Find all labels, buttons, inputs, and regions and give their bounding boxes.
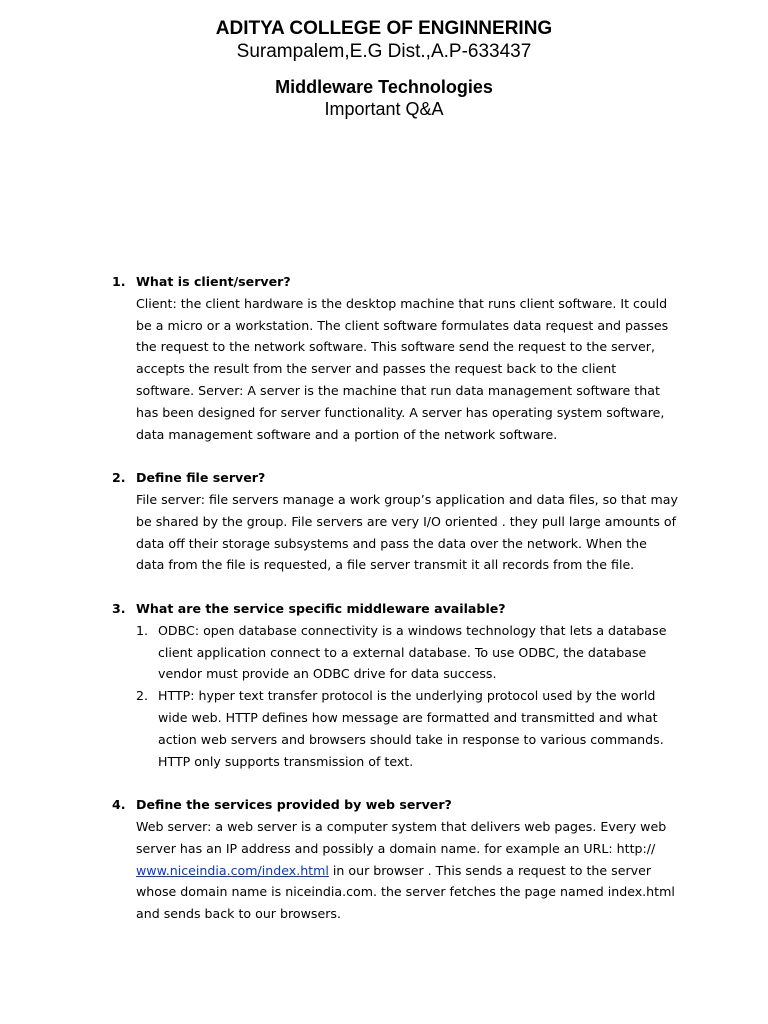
- question-title: What are the service specific middleware available?: [136, 600, 506, 616]
- answer-text-end: in our browser . This sends a request to the server whose domain name is niceindia.com. the server fetches the page named index.html and sends back to our browsers.: [136, 862, 675, 922]
- question-number: 4.: [112, 797, 126, 813]
- list-item-number: 2.: [136, 688, 149, 704]
- list-item-number: 1.: [136, 622, 149, 638]
- college-name: ADITYA COLLEGE OF ENGINNERING: [215, 18, 553, 39]
- example-url-link[interactable]: www.niceindia.com/index.html: [136, 862, 329, 878]
- question-1: [112, 271, 678, 445]
- document-header: [0, 18, 768, 120]
- question-number: 3.: [112, 600, 126, 616]
- answer-text: File server: file servers manage a work group’s application and data files, so that may be shared by the group. File servers are very I/O oriented . they pull large amounts of data off their storage subsystems and pass the data over the network. When the data from the file is requested, a file server transmit it all records from the file.: [136, 491, 678, 573]
- question-4: [112, 794, 678, 925]
- answer-list-item: [136, 620, 678, 685]
- answer-list-item: [136, 685, 678, 772]
- answer-text: [136, 816, 678, 925]
- question-title: Define the services provided by web server?: [136, 797, 452, 813]
- answer-text-start: Web server: a web server is a computer system that delivers web pages. Every web server has an IP address and possibly a domain name. for example an URL: http://: [136, 818, 667, 856]
- question-title: Define file server?: [136, 470, 266, 486]
- college-address: Surampalem,E.G Dist.,A.P-633437: [236, 41, 532, 62]
- subject-title: Middleware Technologies: [275, 77, 493, 97]
- list-item-text: ODBC: open database connectivity is a windows technology that lets a database client application connect to a external database. To use ODBC, the database vendor must provide an ODBC drive for data success.: [158, 622, 667, 682]
- answer-text: Client: the client hardware is the desktop machine that runs client software. It could be a micro or a workstation. The client software formulates data request and passes the request to the network software. This software send the request to the server, accepts the result from the server and passes the request back to the client software. Server: A server is the machine that run data management software that has been designed for server functionality. A server has operating system software, data management software and a portion of the network software.: [136, 295, 669, 442]
- question-title: What is client/server?: [136, 274, 291, 289]
- document-subtitle: Important Q&A: [324, 99, 444, 119]
- qa-list: [112, 271, 678, 947]
- list-item-text: HTTP: hyper text transfer protocol is the underlying protocol used by the world wide web. HTTP defines how message are formatted and transmitted and what action web servers and browsers should take in response to various commands. HTTP only supports transmission of text.: [158, 688, 664, 769]
- question-3: [112, 598, 678, 772]
- question-number: 1.: [112, 274, 126, 289]
- question-number: 2.: [112, 470, 126, 486]
- question-2: [112, 467, 678, 576]
